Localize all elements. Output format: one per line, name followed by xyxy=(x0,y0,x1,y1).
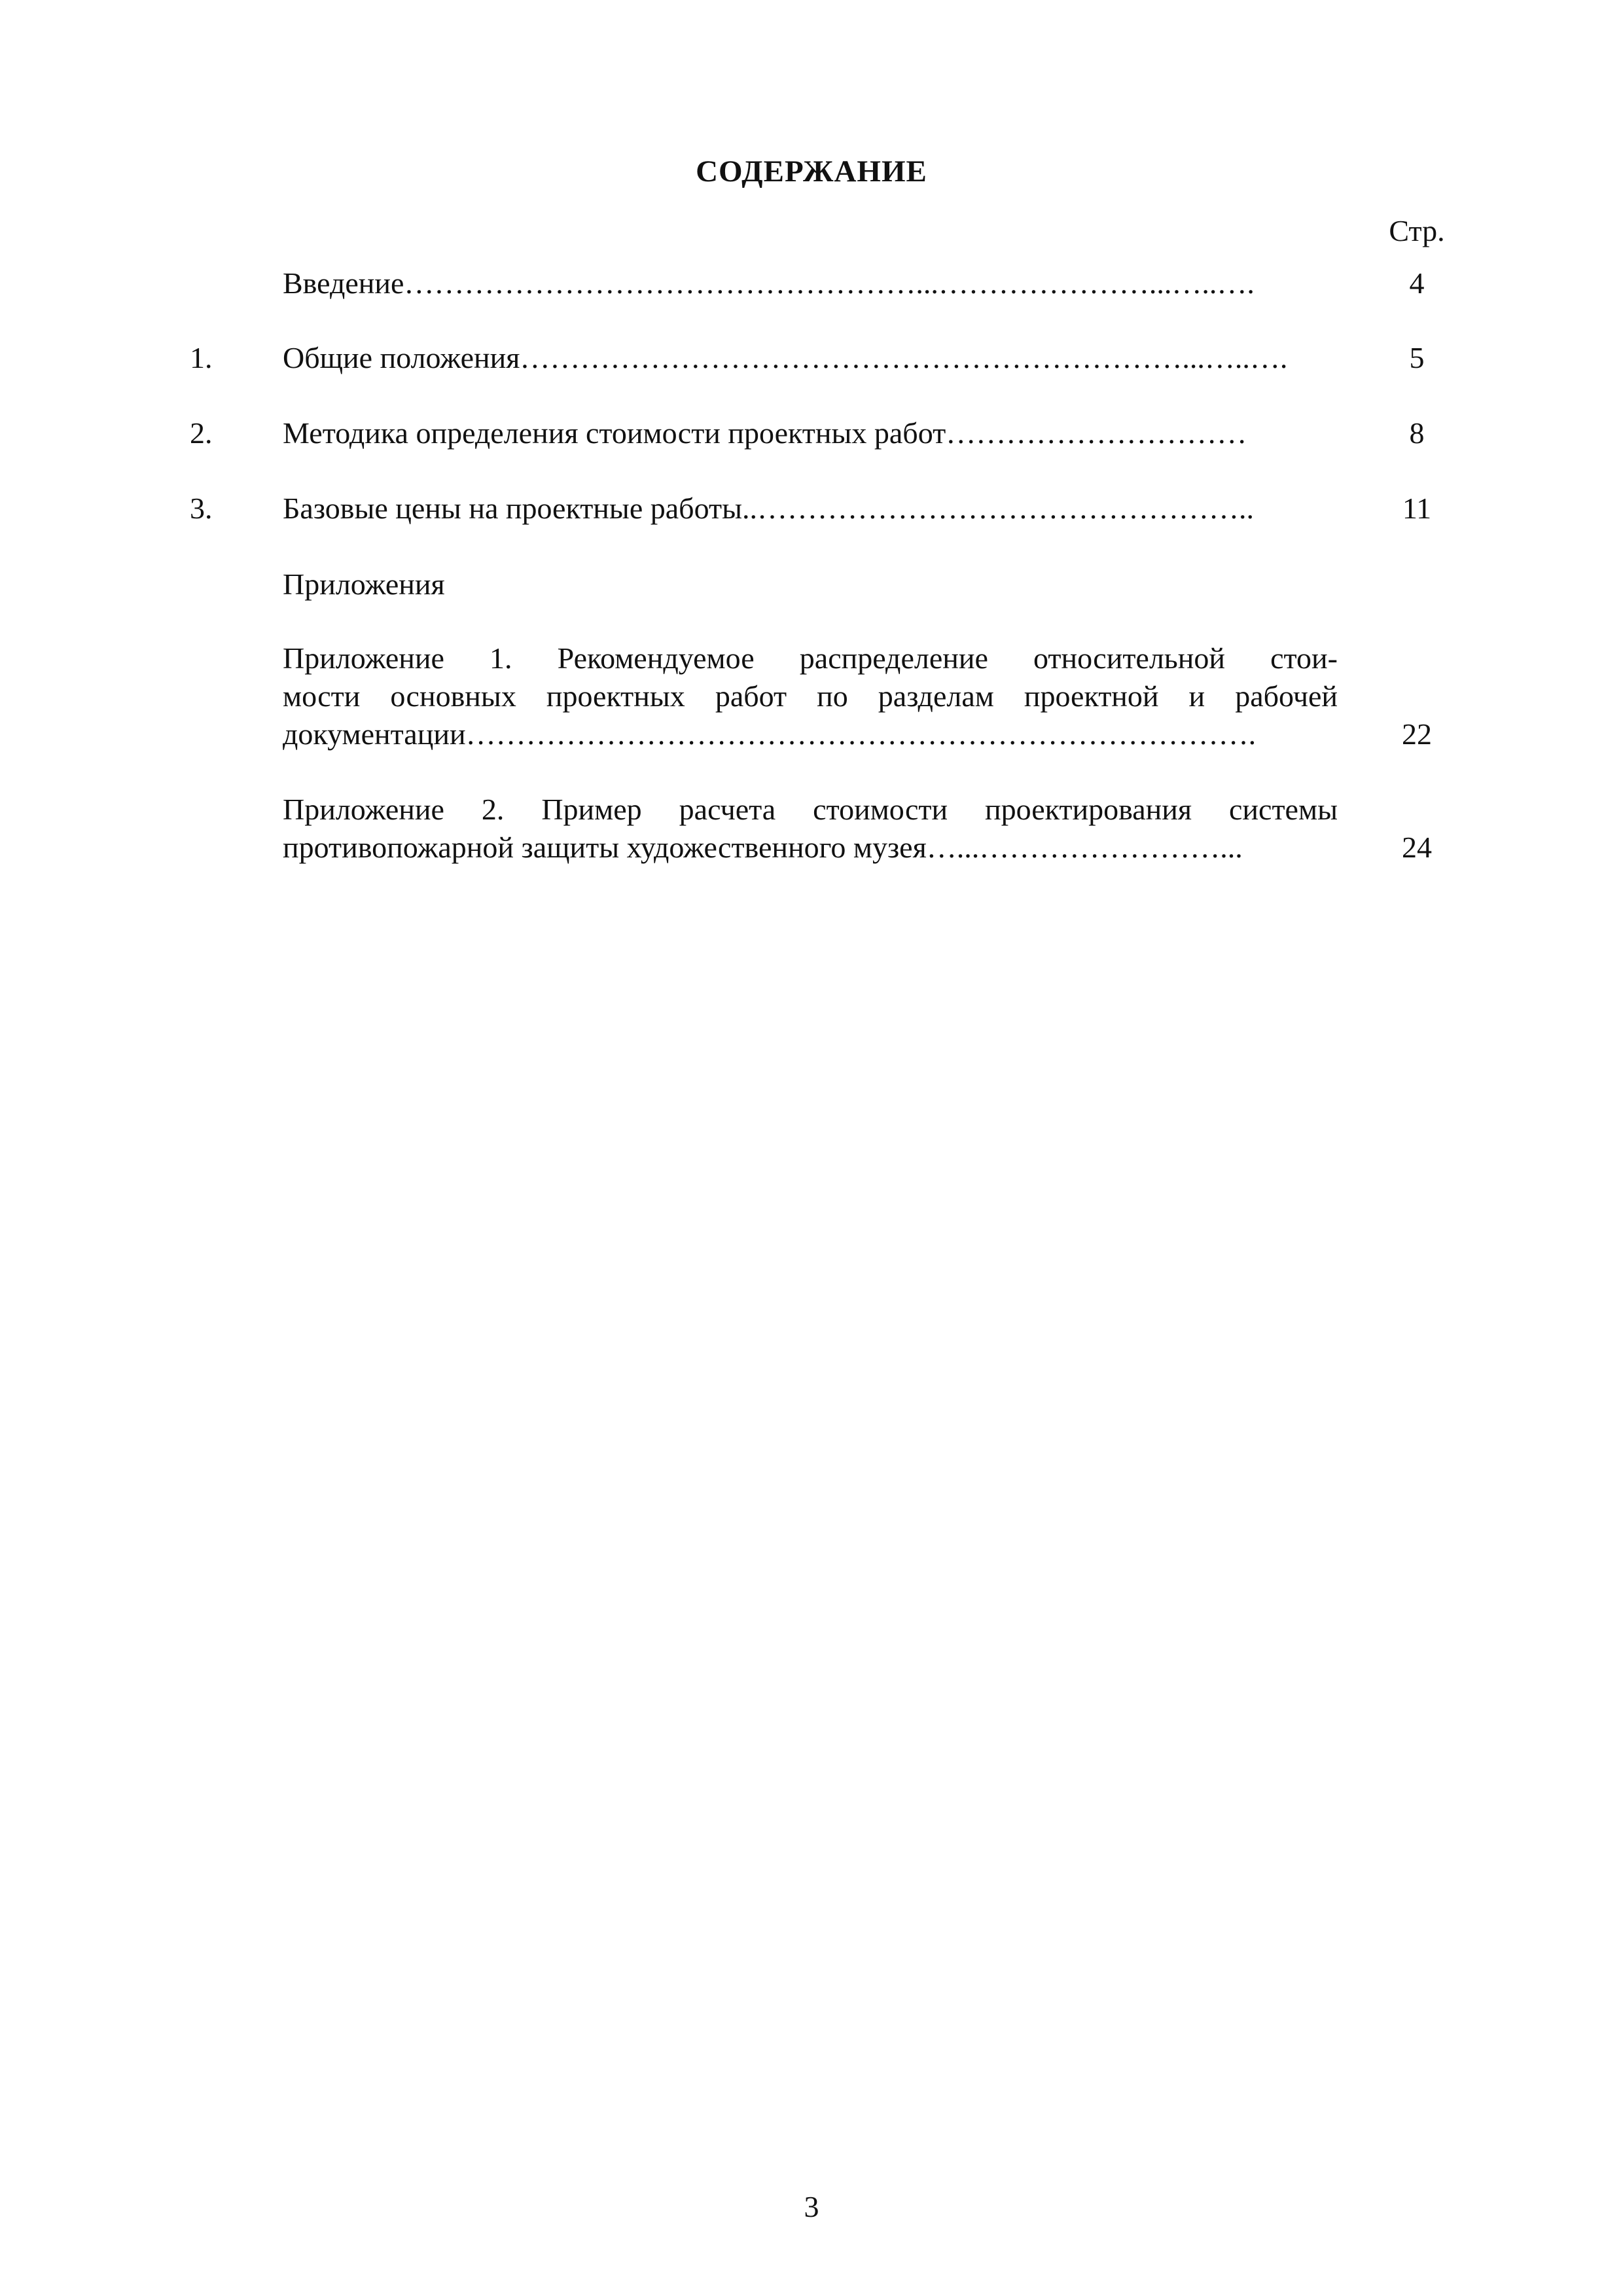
toc-entry-page: 4 xyxy=(1409,266,1425,300)
toc-entry-text-line: Приложение 1. Рекомендуемое распределение относительной стои- xyxy=(283,641,1338,675)
toc-entry-number: 1. xyxy=(190,341,213,374)
toc-entry-text-line: Приложение 2. Пример расчета стоимости проектирования системы xyxy=(283,793,1338,826)
toc-title: СОДЕРЖАНИЕ xyxy=(696,154,927,188)
toc-entry-text-line: противопожарной защиты художественного музея…...……………………... xyxy=(283,831,1243,864)
toc-entry-text: Приложения xyxy=(283,567,445,601)
toc-entry-number: 2. xyxy=(190,416,213,450)
toc-entry-page: 11 xyxy=(1402,492,1432,525)
toc-entry-page: 8 xyxy=(1409,416,1425,450)
page-column-header: Стр. xyxy=(1389,214,1445,247)
toc-entry-page: 24 xyxy=(1402,831,1432,864)
toc-entry-text xyxy=(283,791,1338,867)
toc-entry-page: 22 xyxy=(1402,717,1432,751)
toc-entry-text: Базовые цены на проектные работы..………………………………………….. xyxy=(283,492,1254,525)
page-number: 3 xyxy=(804,2190,819,2223)
toc-entry-page: 5 xyxy=(1409,341,1425,374)
toc-entry-text-line: документации……………………………………………………………………. xyxy=(283,717,1257,751)
toc-entry-text-line: мости основных проектных работ по разделам проектной и рабочей xyxy=(283,679,1338,713)
toc-entry-text: Методика определения стоимости проектных работ………………………… xyxy=(283,416,1247,450)
toc-entry-number: 3. xyxy=(190,492,213,525)
toc-entry-text: Общие положения…………………………………………………………...…..…. xyxy=(283,341,1288,374)
toc-entry-text: Введение……………………………………………...…………………...…..…. xyxy=(283,266,1255,300)
toc-entry-text xyxy=(283,639,1338,753)
